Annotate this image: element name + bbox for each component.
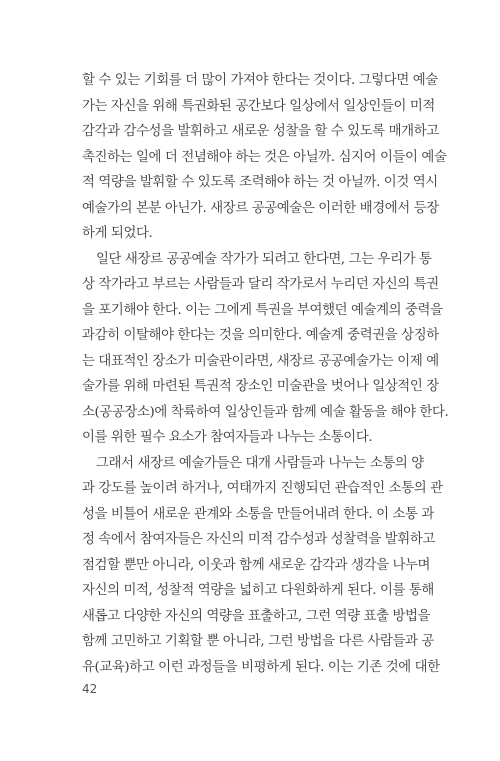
page-number: 42: [82, 682, 98, 696]
text-line: 자신의 미적, 성찰적 역량을 넓히고 다원화하게 된다. 이를 통해: [82, 583, 434, 598]
text-line: 는 대표적인 장소가 미술관이라면, 새장르 공공예술가는 이제 예: [82, 353, 439, 369]
text-line: 촉진하는 일에 더 전념해야 하는 것은 아닐까. 심지어 이들이 예술: [82, 149, 447, 165]
text-line: 정 속에서 참여자들은 자신의 미적 감수성과 성찰력을 발휘하고: [82, 532, 435, 547]
text-line: 소(공공장소)에 착륙하여 일상인들과 함께 예술 활동을 해야 한다.: [82, 404, 449, 420]
text-line: 술가를 위해 마련된 특권적 장소인 미술관을 벗어나 일상적인 장: [82, 379, 439, 394]
text-line: 그래서 새장르 예술가들은 대개 사람들과 나누는 소통의 양: [96, 455, 424, 471]
body-text: [82, 68, 449, 680]
text-line: 하게 되었다.: [82, 226, 153, 241]
text-line: 함께 고민하고 기획할 뿐 아니라, 그런 방법을 다른 사람들과 공: [82, 634, 434, 649]
text-line: 새롭고 다양한 자신의 역량을 표출하고, 그런 역량 표출 방법을: [82, 608, 431, 624]
text-line: 감각과 감수성을 발휘하고 새로운 성찰을 할 수 있도록 매개하고: [82, 124, 439, 139]
text-line: 과감히 이탈해야 한다는 것을 의미한다. 예술계 중력권을 상징하: [82, 328, 439, 343]
text-line: 이를 위한 필수 요소가 참여자들과 나누는 소통이다.: [82, 430, 373, 445]
text-line: 을 포기해야 한다. 이는 그에게 특권을 부여했던 예술계의 중력을: [82, 302, 443, 318]
text-line: 유(교육)하고 이런 과정들을 비평하게 된다. 이는 기존 것에 대한: [82, 659, 440, 675]
text-line: 상 작가라고 부르는 사람들과 달리 작가로서 누리던 자신의 특권: [82, 277, 439, 292]
text-line: 성을 비틀어 새로운 관계와 소통을 만들어내려 한다. 이 소통 과: [82, 506, 434, 522]
text-line: 점검할 뿐만 아니라, 이웃과 함께 새로운 감각과 생각을 나누며: [82, 557, 431, 573]
text-line: 적 역량을 발휘할 수 있도록 조력해야 하는 것 아닐까. 이것 역시: [82, 175, 438, 190]
text-line: 예술가의 본분 아닌가. 새장르 공공예술은 이러한 배경에서 등장: [82, 200, 439, 216]
text-line: 할 수 있는 기회를 더 많이 가져야 한다는 것이다. 그렇다면 예술: [82, 73, 438, 88]
text-line: 과 강도를 높이려 하거나, 여태까지 진행되던 관습적인 소통의 관: [82, 481, 443, 496]
text-line: 가는 자신을 위해 특권화된 공간보다 일상에서 일상인들이 미적: [82, 98, 435, 114]
text-line: 일단 새장르 공공예술 작가가 되려고 한다면, 그는 우리가 통: [96, 251, 432, 267]
